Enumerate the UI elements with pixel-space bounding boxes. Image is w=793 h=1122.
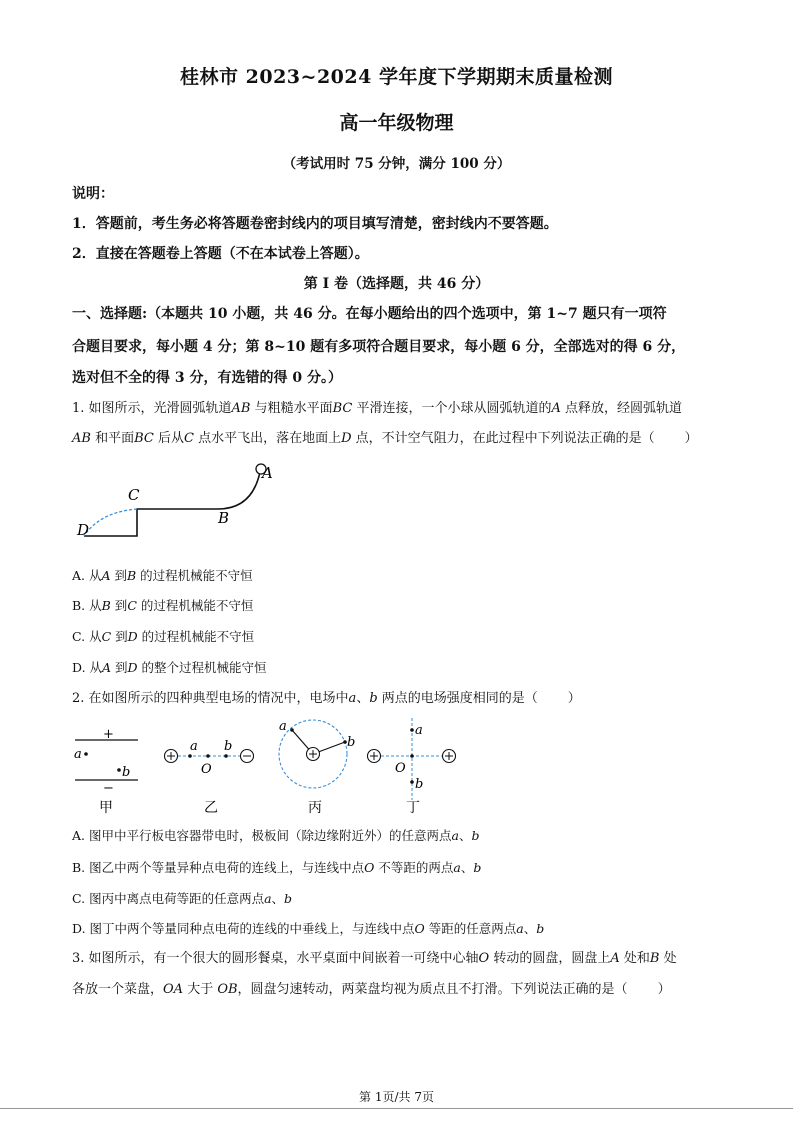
q1-option-d[interactable]: D. 从A 到D 的整个过程机械能守恒 bbox=[72, 660, 267, 675]
instruction-item: 1．答题前，考生务必将答题卷密封线内的项目填写清楚，密封线内不要答题。 bbox=[72, 216, 558, 232]
label-A: A bbox=[262, 464, 273, 482]
svg-text:b: b bbox=[224, 739, 233, 754]
svg-text:a: a bbox=[74, 747, 82, 762]
svg-text:O: O bbox=[395, 761, 406, 776]
q2-stem: 2. 在如图所示的四种典型电场的情况中，电场中a、b 两点的电场强度相同的是（ ） bbox=[72, 691, 581, 706]
instruction-item: 2．直接在答题卷上答题（不在本试卷上答题）。 bbox=[72, 246, 369, 262]
footer-divider bbox=[0, 1108, 793, 1109]
q2-field-figures bbox=[66, 714, 466, 818]
caption-jia: 甲 bbox=[99, 800, 113, 816]
section-instructions-line1: 一、选择题:（本题共 10 小题，共 46 分。在每小题给出的四个选项中，第 1~7 题只有一项符 bbox=[72, 306, 667, 322]
trajectory-curve bbox=[84, 509, 137, 536]
svg-text:a: a bbox=[279, 719, 287, 734]
figure-ding bbox=[368, 718, 456, 816]
exam-subtitle: 高一年级物理 bbox=[339, 112, 454, 134]
q3-stem-line2: 各放一个菜盘，OA 大于 OB，圆盘匀速转动，两菜盘均视为质点且不打滑。下列说法正确的是（ ） bbox=[72, 982, 671, 997]
section-instructions-line3: 选对但不全的得 3 分，有选错的得 0 分。） bbox=[72, 370, 342, 386]
q3-stem-line1: 3. 如图所示，有一个很大的圆形餐桌，水平桌面中间嵌着一可绕中心轴O 转动的圆盘，圆盘上A 处和B 处 bbox=[72, 951, 677, 966]
q2-option-a[interactable]: A. 图甲中平行板电容器带电时，极板间（除边缘附近外）的任意两点a、b bbox=[72, 828, 480, 843]
svg-text:+: + bbox=[103, 727, 114, 742]
q1-option-b[interactable]: B. 从B 到C 的过程机械能不守恒 bbox=[72, 598, 254, 613]
figure-bing bbox=[279, 719, 355, 816]
svg-text:b: b bbox=[415, 777, 424, 792]
caption-ding: 丁 bbox=[406, 800, 420, 816]
track-path bbox=[84, 472, 260, 536]
exam-title: 桂林市 2023~2024 学年度下学期期末质量检测 bbox=[180, 66, 613, 88]
svg-text:a: a bbox=[190, 739, 198, 754]
instructions-heading: 说明： bbox=[72, 186, 114, 202]
q1-option-a[interactable]: A. 从A 到B 的过程机械能不守恒 bbox=[72, 568, 253, 583]
label-D: D bbox=[77, 521, 90, 539]
caption-bing: 丙 bbox=[308, 800, 322, 816]
svg-text:b: b bbox=[122, 765, 131, 780]
svg-text:O: O bbox=[201, 762, 212, 777]
label-C: C bbox=[128, 486, 140, 504]
figure-jia bbox=[74, 727, 138, 816]
svg-text:a: a bbox=[415, 723, 423, 738]
q1-stem-line2: AB 和平面BC 后从C 点水平飞出，落在地面上D 点，不计空气阻力，在此过程中下列说法正确的是（ ） bbox=[72, 431, 698, 446]
section-instructions-line2: 合题目要求，每小题 4 分；第 8~10 题有多项符合题目要求，每小题 6 分，全部选对的得 6 分， bbox=[72, 339, 686, 355]
figure-yi bbox=[165, 739, 254, 816]
caption-yi: 乙 bbox=[204, 800, 218, 816]
q2-option-b[interactable]: B. 图乙中两个等量异种点电荷的连线上，与连线中点O 不等距的两点a、b bbox=[72, 860, 482, 875]
q1-track-figure bbox=[70, 460, 290, 540]
q1-stem-line1: 1. 如图所示，光滑圆弧轨道AB 与粗糙水平面BC 平滑连接，一个小球从圆弧轨道的A 点释放，经圆弧轨道 bbox=[72, 401, 683, 416]
svg-text:−: − bbox=[103, 781, 114, 796]
page-number: 第 1页/共 7页 bbox=[359, 1090, 434, 1104]
q2-option-c[interactable]: C. 图丙中离点电荷等距的任意两点a、b bbox=[72, 891, 293, 906]
svg-text:b: b bbox=[347, 735, 356, 750]
part-heading: 第 I 卷（选择题，共 46 分） bbox=[303, 276, 490, 292]
time-note: （考试用时 75 分钟，满分 100 分） bbox=[282, 156, 511, 172]
q1-option-c[interactable]: C. 从C 到D 的过程机械能不守恒 bbox=[72, 629, 255, 644]
q2-option-d[interactable]: D. 图丁中两个等量同种点电荷的连线的中垂线上，与连线中点O 等距的任意两点a、b bbox=[72, 921, 545, 936]
label-B: B bbox=[218, 509, 230, 527]
